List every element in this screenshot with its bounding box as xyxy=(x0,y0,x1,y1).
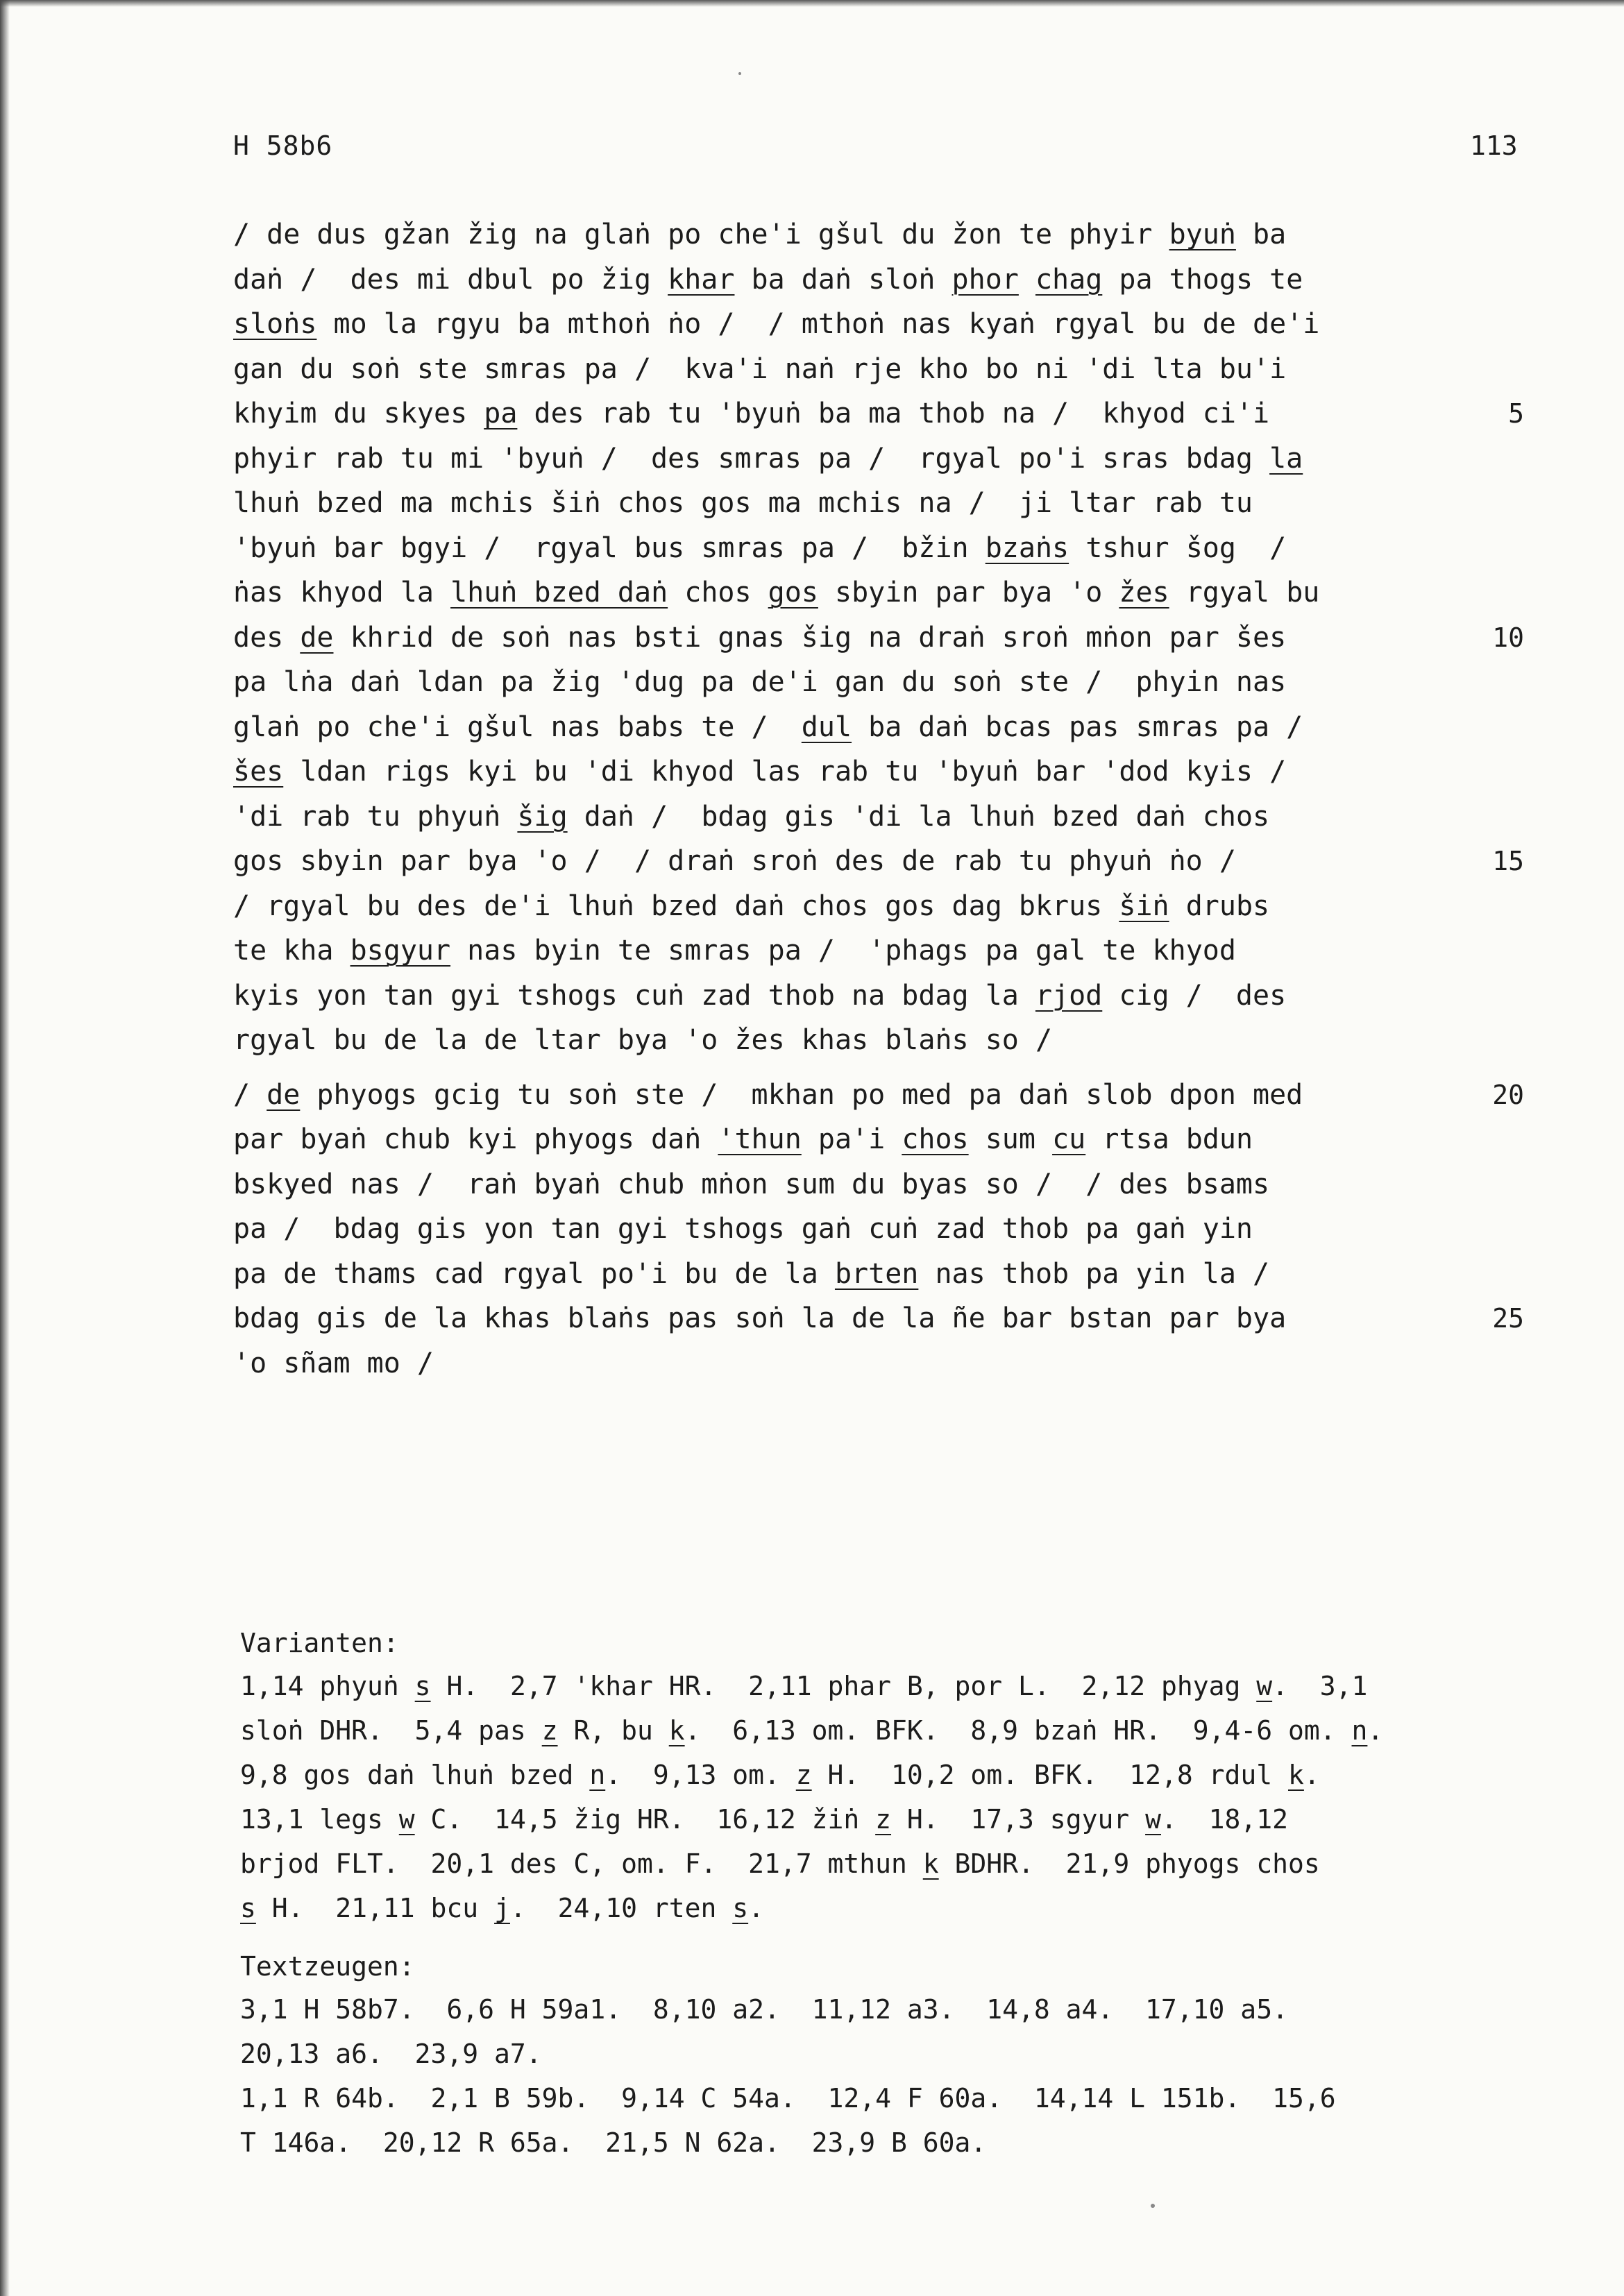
underlined-word: z xyxy=(875,1804,892,1835)
text-run: . xyxy=(1303,1760,1320,1790)
text-run: 1,1 R 64b. 2,1 B 59b. 9,14 C 54a. 12,4 F 60a. 14,14 L 151b. 15,6 xyxy=(240,2083,1336,2114)
underlined-word: w xyxy=(1256,1671,1273,1701)
text-run: 20,13 a6. 23,9 a7. xyxy=(240,2039,542,2069)
text-run: des rab tu 'byuṅ ba ma thob na / khyod ci'i xyxy=(517,398,1270,430)
text-line xyxy=(233,615,1524,661)
underlined-word: chag xyxy=(1035,263,1103,296)
text-run: drubs xyxy=(1169,890,1270,922)
text-run: sloṅ DHR. 5,4 pas xyxy=(240,1715,542,1746)
variant-line xyxy=(240,1664,1559,1708)
text-line xyxy=(233,884,1524,929)
text-line xyxy=(233,391,1524,436)
underlined-word: la xyxy=(1269,442,1303,475)
page-reference: H 58b6 xyxy=(233,130,333,161)
underlined-word: k xyxy=(1288,1760,1304,1790)
underlined-word: j xyxy=(494,1893,510,1923)
text-run: 3,1 H 58b7. 6,6 H 59a1. 8,10 a2. 11,12 a3. 14,8 a4. 17,10 a5. xyxy=(240,1994,1288,2025)
text-run: / de dus gžan žig na glaṅ po che'i gšul du žon te phyir xyxy=(233,219,1169,250)
text-line xyxy=(233,1341,1524,1386)
underlined-word: pa xyxy=(484,398,518,430)
witness-line xyxy=(240,2076,1559,2120)
underlined-word: lhuṅ bzed daṅ xyxy=(450,577,668,609)
text-line xyxy=(233,436,1524,482)
text-run: gos sbyin par bya 'o / / draṅ sroṅ des de rab tu phyuṅ ṅo / xyxy=(233,845,1236,877)
text-run: kyis yon tan gyi tshogs cuṅ zad thob na bdag la xyxy=(233,979,1035,1012)
scan-edge-top xyxy=(0,0,1624,7)
text-run: khyim du skyes xyxy=(233,398,484,430)
text-run: nas thob pa yin la / xyxy=(918,1257,1270,1290)
text-run: pa thogs te xyxy=(1102,263,1303,296)
scan-speck xyxy=(738,72,741,75)
underlined-word: z xyxy=(795,1760,812,1790)
underlined-word: de xyxy=(267,1078,301,1111)
text-run: ba daṅ sloṅ xyxy=(734,263,952,296)
line-number: 20 xyxy=(1492,1079,1524,1110)
text-run: daṅ / bdag gis 'di la lhuṅ bzed daṅ chos xyxy=(567,800,1270,833)
underlined-word: žes xyxy=(1119,577,1169,609)
apparatus xyxy=(240,1617,1559,2165)
line-number: 25 xyxy=(1492,1303,1524,1334)
text-line xyxy=(233,526,1524,571)
text-line xyxy=(233,1252,1524,1297)
underlined-word: w xyxy=(398,1804,415,1835)
underlined-word: sloṅs xyxy=(233,308,317,340)
text-run: C. 14,5 žig HR. 16,12 žiṅ xyxy=(414,1804,876,1835)
text-run: R, bu xyxy=(557,1715,669,1746)
text-run: / xyxy=(233,1078,267,1111)
text-line xyxy=(233,481,1524,526)
text-run: T 146a. 20,12 R 65a. 21,5 N 62a. 23,9 B 60a. xyxy=(240,2127,987,2158)
scan-speck xyxy=(1151,2204,1155,2208)
text-run: . 3,1 xyxy=(1272,1671,1368,1701)
variant-line xyxy=(240,1886,1559,1930)
text-run: sum xyxy=(968,1123,1053,1155)
line-number: 15 xyxy=(1492,846,1524,876)
textzeugen-list xyxy=(240,1987,1559,2165)
witness-line xyxy=(240,1987,1559,2032)
underlined-word: s xyxy=(732,1893,749,1923)
line-number: 5 xyxy=(1508,398,1524,429)
text-run: 'o sñam mo / xyxy=(233,1347,434,1379)
page-number: 113 xyxy=(1470,130,1518,161)
text-run: tshur šog / xyxy=(1069,532,1287,564)
text-line xyxy=(233,302,1524,347)
underlined-word: šig xyxy=(517,800,568,833)
main-text xyxy=(233,212,1524,1386)
underlined-word: s xyxy=(414,1671,431,1701)
underlined-word: s xyxy=(240,1893,256,1923)
text-run: glaṅ po che'i gšul nas babs te / xyxy=(233,711,802,743)
variant-line xyxy=(240,1753,1559,1797)
text-run xyxy=(1019,264,1035,296)
text-line xyxy=(233,928,1524,973)
text-line xyxy=(233,257,1524,303)
underlined-word: byuṅ xyxy=(1169,219,1236,250)
text-run: bdag gis de la khas blaṅs pas soṅ la de la ñe bar bstan par bya xyxy=(233,1302,1287,1334)
text-run: . xyxy=(1367,1715,1384,1746)
text-run: . 24,10 rten xyxy=(509,1893,733,1923)
text-run: par byaṅ chub kyi phyogs daṅ xyxy=(233,1123,718,1155)
underlined-word: bsgyur xyxy=(350,935,451,967)
text-run: H. 2,7 'khar HR. 2,11 phar B, por L. 2,12 phyag xyxy=(430,1671,1257,1701)
text-run: gan du soṅ ste smras pa / kva'i naṅ rje kho bo ni 'di lta bu'i xyxy=(233,352,1287,385)
text-run: ba daṅ bcas pas smras pa / xyxy=(852,711,1303,743)
witness-line xyxy=(240,2032,1559,2076)
text-line xyxy=(233,839,1524,884)
underlined-word: khar xyxy=(668,263,735,296)
text-line xyxy=(233,570,1524,615)
text-run: . xyxy=(748,1893,765,1923)
text-run: pa de thams cad rgyal po'i bu de la xyxy=(233,1257,835,1290)
underlined-word: brten xyxy=(834,1257,919,1290)
text-run: BDHR. 21,9 phyogs chos xyxy=(938,1848,1320,1879)
variant-line xyxy=(240,1797,1559,1842)
text-run: H. 17,3 sgyur xyxy=(891,1804,1146,1835)
text-run: rtsa bdun xyxy=(1085,1123,1253,1155)
underlined-word: dul xyxy=(801,711,852,743)
text-run: pa lṅa daṅ ldan pa žig 'dug pa de'i gan du soṅ ste / phyin nas xyxy=(233,666,1287,698)
underlined-word: šes xyxy=(233,756,284,788)
text-run: / rgyal bu des de'i lhuṅ bzed daṅ chos gos dag bkrus xyxy=(233,890,1119,922)
variant-line xyxy=(240,1842,1559,1886)
text-run: des xyxy=(233,621,301,654)
text-run: ldan rigs kyi bu 'di khyod las rab tu 'byuṅ bar 'dod kyis / xyxy=(283,756,1287,788)
text-run: phyogs gcig tu soṅ ste / mkhan po med pa daṅ slob dpon med xyxy=(300,1078,1303,1111)
text-line xyxy=(233,1207,1524,1252)
text-run: phyir rab tu mi 'byuṅ / des smras pa / rgyal po'i sras bdag xyxy=(233,442,1270,475)
text-line xyxy=(233,1073,1524,1118)
text-run: nas byin te smras pa / 'phags pa gal te khyod xyxy=(450,935,1236,967)
text-line xyxy=(233,347,1524,392)
text-run: pa / bdag gis yon tan gyi tshogs gaṅ cuṅ zad thob pa gaṅ yin xyxy=(233,1213,1253,1245)
text-run: chos xyxy=(668,577,768,609)
text-run: rgyal bu xyxy=(1169,577,1320,609)
text-run: . 9,13 om. xyxy=(605,1760,796,1790)
witness-line xyxy=(240,2120,1559,2165)
underlined-word: 'thun xyxy=(718,1123,802,1155)
text-run: 'di rab tu phyuṅ xyxy=(233,800,518,833)
text-line xyxy=(233,794,1524,840)
text-line xyxy=(233,705,1524,750)
text-run: H. 10,2 om. BFK. 12,8 rdul xyxy=(811,1760,1288,1790)
text-run: H. 21,11 bcu xyxy=(255,1893,495,1923)
text-run: te kha xyxy=(233,935,350,967)
variant-line xyxy=(240,1708,1559,1753)
text-run: cig / des xyxy=(1102,979,1287,1012)
text-run: rgyal bu de la de ltar bya 'o žes khas blaṅs so / xyxy=(233,1024,1053,1056)
text-run: bskyed nas / raṅ byaṅ chub mṅon sum du byas so / / des bsams xyxy=(233,1168,1270,1200)
underlined-word: gos xyxy=(768,577,818,609)
underlined-word: n xyxy=(589,1760,606,1790)
text-run: lhuṅ bzed ma mchis šiṅ chos gos ma mchis na / ji ltar rab tu xyxy=(233,487,1253,519)
underlined-word: de xyxy=(300,621,334,654)
text-run: mo la rgyu ba mthoṅ ṅo / / mthoṅ nas kyaṅ rgyal bu de de'i xyxy=(316,308,1320,340)
text-run: 1,14 phyuṅ xyxy=(240,1671,415,1701)
varianten-heading: Varianten: xyxy=(240,1628,399,1658)
underlined-word: chos xyxy=(902,1123,969,1155)
text-line xyxy=(233,749,1524,794)
varianten-list xyxy=(240,1664,1559,1930)
underlined-word: cu xyxy=(1052,1123,1086,1155)
underlined-word: w xyxy=(1145,1804,1161,1835)
underlined-word: phor xyxy=(951,263,1019,296)
textzeugen-heading: Textzeugen: xyxy=(240,1951,415,1982)
text-line xyxy=(233,660,1524,705)
text-run: . 18,12 xyxy=(1160,1804,1288,1835)
text-run: 9,8 gos daṅ lhuṅ bzed xyxy=(240,1760,590,1790)
underlined-word: k xyxy=(922,1848,939,1879)
underlined-word: bzaṅs xyxy=(985,532,1069,564)
text-run: 13,1 legs xyxy=(240,1804,399,1835)
underlined-word: šiṅ xyxy=(1119,890,1169,922)
text-line xyxy=(233,1117,1524,1162)
scan-edge-left xyxy=(0,0,10,2296)
text-run: pa'i xyxy=(801,1123,902,1155)
text-run: ba xyxy=(1235,219,1287,250)
text-run: daṅ / des mi dbul po žig xyxy=(233,263,668,296)
text-line xyxy=(233,212,1524,257)
text-run: ṅas khyod la xyxy=(233,577,451,609)
text-line xyxy=(233,1162,1524,1207)
underlined-word: n xyxy=(1351,1715,1368,1746)
text-run: . 6,13 om. BFK. 8,9 bzaṅ HR. 9,4-6 om. xyxy=(684,1715,1352,1746)
text-line xyxy=(233,1018,1524,1063)
underlined-word: rjod xyxy=(1035,979,1103,1012)
text-run: khrid de soṅ nas bsti gnas šig na draṅ sroṅ mṅon par šes xyxy=(333,621,1287,654)
text-run: sbyin par bya 'o xyxy=(818,577,1119,609)
underlined-word: z xyxy=(541,1715,558,1746)
text-run: brjod FLT. 20,1 des C, om. F. 21,7 mthun xyxy=(240,1848,923,1879)
underlined-word: k xyxy=(668,1715,685,1746)
text-run: 'byuṅ bar bgyi / rgyal bus smras pa / bžin xyxy=(233,532,986,564)
line-number: 10 xyxy=(1492,622,1524,653)
text-line xyxy=(233,973,1524,1019)
text-line xyxy=(233,1296,1524,1341)
